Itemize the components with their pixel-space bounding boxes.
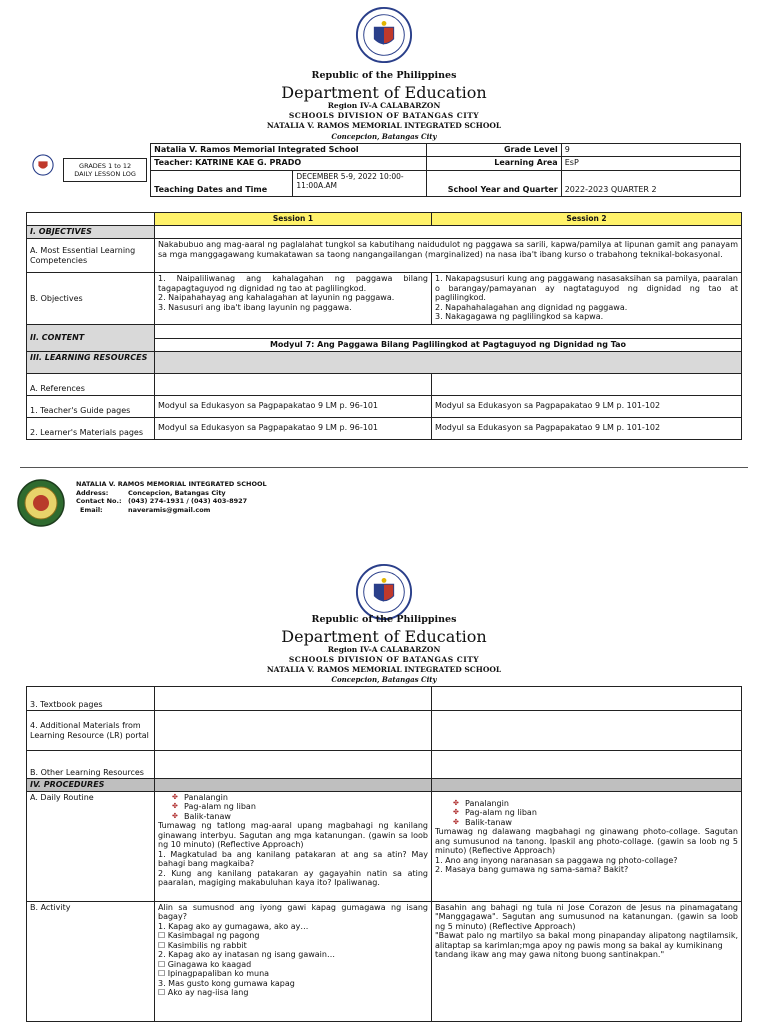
routine-bullet: ✤ Panalangin	[184, 793, 428, 803]
grade-value: 9	[561, 144, 740, 157]
school-logo-icon	[16, 478, 66, 528]
activity-line: 3. Mas gusto kong gumawa kapag	[158, 978, 295, 988]
routine-question: 1. Magkatulad ba ang kanilang patakaran at ang sa atin? May bahagi bang magkaiba?	[158, 849, 428, 868]
deped-seal-icon	[355, 563, 413, 621]
footer-contact-row	[76, 497, 267, 506]
activity-line: 2. Kapag ako ay inatasan ng isang gawain…	[158, 950, 335, 959]
footer-school: NATALIA V. RAMOS MEMORIAL INTEGRATED SCHOOL	[76, 480, 267, 488]
blank-header-cell	[27, 213, 155, 226]
resources-heading: III. LEARNING RESOURCES	[27, 351, 155, 373]
activity-line: 1. Kapag ako ay gumagawa, ako ay…	[158, 921, 309, 931]
small-seal-icon	[32, 154, 54, 176]
dll-label: GRADES 1 to 12 DAILY LESSON LOG	[63, 158, 147, 182]
daily-routine-label: A. Daily Routine	[27, 791, 155, 901]
footer-contact: (043) 274-1931 / (043) 403-8927	[128, 497, 248, 505]
objectives-session-one	[155, 273, 432, 325]
routine-bullet-list	[435, 799, 738, 828]
activity-line: ☐ Kasimbilis ng rabbit	[158, 940, 247, 950]
sy-value: 2022-2023 QUARTER 2	[561, 170, 740, 196]
info-table	[26, 143, 741, 197]
area-label: Learning Area	[426, 156, 561, 170]
republic-label: Republic of the Philippines	[311, 614, 457, 625]
activity-line: "Bawat palo ng martilyo sa bakal mong pinapanday alipatong nagtilamsik, alitaptap sa karimlan;mga apoy ng pawis mong sa bakal ay kumikinang	[435, 931, 738, 950]
routine-bullet: ✤ Panalangin	[465, 799, 738, 809]
school-name: Natalia V. Ramos Memorial Integrated School	[151, 144, 426, 157]
objectives-label: B. Objectives	[27, 273, 155, 325]
routine-question: 2. Kung ang kanilang patakaran ay gagayahin natin sa ating paaralan, magiging makabuluhan kaya ito? Ipaliwanag.	[158, 868, 428, 887]
routine-bullet: ✤ Pag-alam ng liban	[184, 802, 428, 812]
activity-line: Alin sa sumusnod ang iyong gawi kapag gumagawa ng isang bagay?	[158, 902, 428, 921]
routine-question: 1. Ano ang inyong naranasan sa paggawa ng photo-collage?	[435, 855, 678, 865]
footer-contact-label: Contact No.:	[76, 497, 122, 505]
activity-line: ☐ Kasimbagal ng pagong	[158, 931, 260, 940]
division-label: SCHOOLS DIVISION OF BATANGAS CITY	[288, 655, 480, 664]
lesson-table-two	[26, 686, 742, 1022]
learners-materials-session-one: Modyul sa Edukasyon sa Pagpapakatao 9 LM p. 96-101	[155, 417, 432, 439]
teacher-name: Teacher: KATRINE KAE G. PRADO	[151, 156, 426, 170]
region-label: Region IV-A CALABARZON	[327, 101, 441, 110]
session-two-header: Session 2	[432, 213, 742, 226]
footer-email: naveramis@gmail.com	[128, 505, 211, 514]
objectives-session-two	[432, 273, 742, 325]
department-title: Department of Education	[281, 627, 487, 646]
objective-item: 2. Napahahalagahan ang dignidad ng paggawa.	[435, 302, 628, 312]
republic-label: Republic of the Philippines	[311, 70, 457, 81]
routine-bullet: ✤ Pag-alam ng liban	[465, 808, 738, 818]
location-label: Concepcion, Batangas City	[331, 675, 437, 684]
footer-divider	[20, 467, 748, 468]
dll-cell	[26, 144, 151, 197]
area-value: EsP	[561, 156, 740, 170]
deped-seal-icon	[355, 6, 413, 64]
other-resources-label: B. Other Learning Resources	[27, 751, 155, 779]
learners-materials-session-two: Modyul sa Edukasyon sa Pagpapakatao 9 LM p. 101-102	[432, 417, 742, 439]
activity-line: ☐ Ako ay nag-iisa lang	[158, 988, 249, 997]
footer-email-label: Email:	[80, 505, 103, 514]
division-label: SCHOOLS DIVISION OF BATANGAS CITY	[288, 111, 480, 120]
department-title: Department of Education	[281, 83, 487, 102]
routine-instruction: Tumawag ng dalawang magbahagi ng ginawang photo-collage. Sagutan ang sumusunod na tanong. Ipaskil ang photo-collage. (gawin sa loob ng 5 minuto) (Reflective Approach)	[435, 827, 738, 855]
school-label: NATALIA V. RAMOS MEMORIAL INTEGRATED SCHOOL	[266, 121, 502, 130]
info-block	[26, 143, 741, 197]
objective-item: 1. Nakapagsusuri kung ang paggawang nasasaksihan sa pamilya, paaralan o barangay/pamayanan ay nagtataguyod ng dignidad ng tao at paglilingkod.	[435, 274, 738, 302]
footer-email-row	[76, 506, 267, 515]
activity-label: B. Activity	[27, 901, 155, 1021]
melc-text: Nakabubuo ang mag-aaral ng paglalahat tungkol sa kabutihang naidudulot ng paggawa sa sarili, kapwa/pamilya at lipunan gamit ang panayam sa mga manggagawang kumakatawan sa taong nangangailangan (marginalized) na nasa iba't ibang kurso o trabahong teknikal-bokasyonal.	[155, 239, 742, 273]
routine-bullet: ✤ Balik-tanaw	[465, 818, 738, 828]
teachers-guide-session-one: Modyul sa Edukasyon sa Pagpapakatao 9 LM p. 96-101	[155, 395, 432, 417]
objectives-heading: I. OBJECTIVES	[27, 226, 155, 239]
melc-label: A. Most Essential Learning Competencies	[27, 239, 155, 273]
learners-materials-label: 2. Learner's Materials pages	[27, 417, 155, 439]
footer-address: Concepcion, Batangas City	[128, 488, 226, 497]
routine-bullet: ✤ Balik-tanaw	[184, 812, 428, 822]
textbook-label: 3. Textbook pages	[27, 687, 155, 711]
sy-label: School Year and Quarter	[426, 170, 561, 196]
activity-session-one	[155, 901, 432, 1021]
procedures-heading: IV. PROCEDURES	[27, 779, 155, 792]
footer-info	[76, 480, 267, 514]
activity-line: ☐ Ipinagpapaliban ko muna	[158, 969, 270, 978]
dates-label: Teaching Dates and Time	[151, 170, 293, 196]
location-label: Concepcion, Batangas City	[331, 132, 437, 141]
content-heading: II. CONTENT	[27, 325, 155, 352]
footer-address-row	[76, 489, 267, 498]
objective-item: 3. Nakagagawa ng paglilingkod sa kapwa.	[435, 312, 604, 321]
teachers-guide-label: 1. Teacher's Guide pages	[27, 395, 155, 417]
dates-value: DECEMBER 5-9, 2022 10:00-11:00A.AM	[293, 170, 426, 196]
routine-question: 2. Masaya bang gumawa ng sama-sama? Bakit?	[435, 865, 629, 874]
activity-line: ☐ Ginagawa ko kaagad	[158, 959, 252, 969]
objective-item: 1. Naipaliliwanag ang kahalagahan ng paggawa bilang tagapagtaguyod ng dignidad ng tao at paglilingkod.	[158, 274, 428, 293]
references-label: A. References	[27, 373, 155, 395]
activity-line: tandang ikaw ang may gawa nitong buong santinakpan."	[435, 950, 665, 959]
school-label: NATALIA V. RAMOS MEMORIAL INTEGRATED SCHOOL	[266, 665, 502, 674]
grade-label: Grade Level	[426, 144, 561, 157]
routine-bullet-list	[158, 793, 428, 822]
region-label: Region IV-A CALABARZON	[327, 645, 441, 654]
activity-line: Basahin ang bahagi ng tula ni Jose Corazon de Jesus na pinamagatang "Manggagawa". Sagutan ang sumusunod na katanungan. (gawin sa loob ng 5 minuto) (Reflective Approach)	[435, 902, 738, 931]
activity-session-two	[432, 901, 742, 1021]
module-title: Modyul 7: Ang Paggawa Bilang Paglilingkod at Pagtaguyod ng Dignidad ng Tao	[155, 339, 742, 352]
footer-address-label: Address:	[76, 488, 109, 497]
objective-item: 3. Nasusuri ang iba't ibang layunin ng paggawa.	[158, 302, 352, 312]
session-one-header: Session 1	[155, 213, 432, 226]
routine-instruction: Tumawag ng tatlong mag-aaral upang magbahagi ng kanilang ginawang interbyu. Sagutan ang mga katanungan. (gawin sa loob ng 10 minuto) (Reflective Approach)	[158, 821, 428, 849]
objective-item: 2. Naipahahayag ang kahalagahan at layunin ng paggawa.	[158, 293, 395, 302]
daily-routine-session-two	[432, 791, 742, 901]
teachers-guide-session-two: Modyul sa Edukasyon sa Pagpapakatao 9 LM p. 101-102	[432, 395, 742, 417]
daily-routine-session-one	[155, 791, 432, 901]
additional-materials-label: 4. Additional Materials from Learning Resource (LR) portal	[27, 711, 155, 751]
lesson-table-one	[26, 212, 742, 440]
